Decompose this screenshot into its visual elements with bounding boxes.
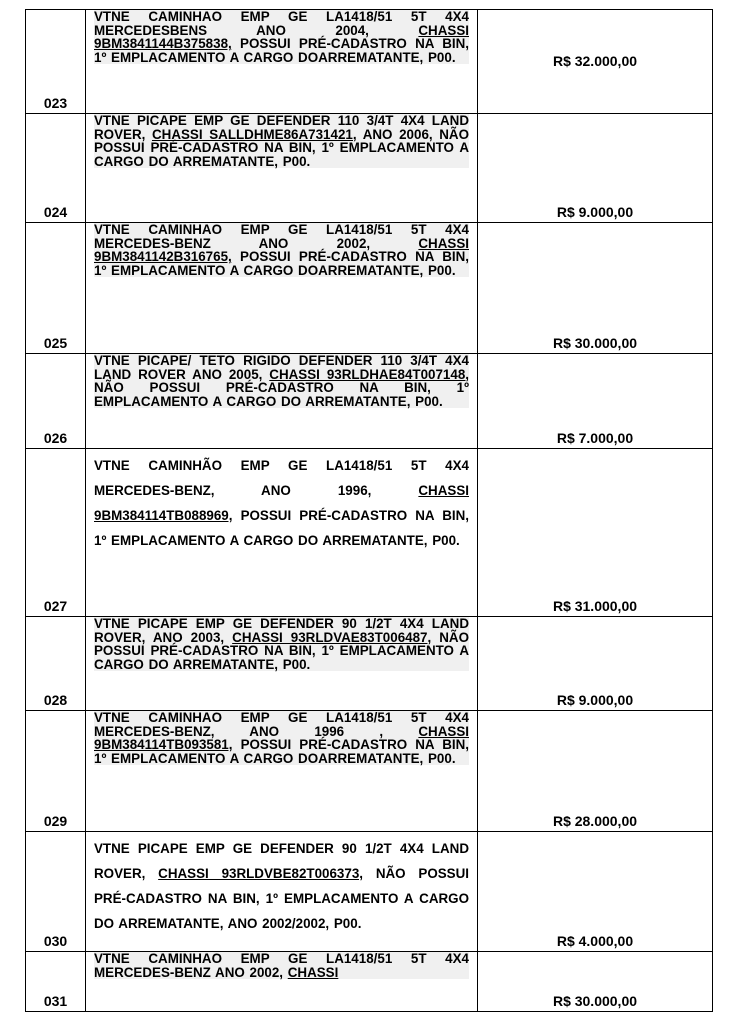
lot-description-cell xyxy=(86,832,478,952)
lot-description xyxy=(94,449,469,553)
description-text: POSSUI PRÉ-CADASTRO NA BIN, 1º EMPLACAMENTO A CARGO DOARREMATANTE, P00. xyxy=(94,249,469,278)
table-row xyxy=(26,617,713,711)
lot-value: R$ 7.000,00 xyxy=(478,354,713,449)
lot-value: R$ 9.000,00 xyxy=(478,114,713,223)
lot-description-cell xyxy=(86,952,478,1012)
description-text: VTNE CAMINHAO EMP GE LA1418/51 5T 4X4 MERCEDESBENS ANO 2004, xyxy=(94,9,469,38)
lot-description xyxy=(94,223,469,277)
table-row xyxy=(26,223,713,354)
description-text: VTNE CAMINHAO EMP GE LA1418/51 5T 4X4 MERCEDES-BENZ ANO 2002, xyxy=(94,951,469,980)
table-row xyxy=(26,354,713,449)
lot-description xyxy=(94,354,469,408)
description-text: VTNE PICAPE EMP GE DEFENDER 90 1/2T 4X4 LAND ROVER, xyxy=(94,841,469,881)
chassi-number: CHASSI SALLDHME86A731421, xyxy=(151,126,357,142)
description-text: VTNE CAMINHAO EMP GE LA1418/51 5T 4X4 MERCEDES-BENZ ANO 2002, xyxy=(94,222,469,251)
description-text: VTNE PICAPE/ TETO RIGIDO DEFENDER 110 3/4T 4X4 LAND ROVER ANO 2005, xyxy=(94,353,469,382)
lot-value: R$ 9.000,00 xyxy=(478,617,713,711)
chassi-number: CHASSI xyxy=(287,964,339,980)
lot-number: 028 xyxy=(26,617,86,711)
description-text: VTNE CAMINHÃO EMP GE LA1418/51 5T 4X4 MERCEDES-BENZ, ANO 1996, xyxy=(94,458,469,498)
table-row xyxy=(26,711,713,832)
lot-number: 026 xyxy=(26,354,86,449)
lot-value: R$ 30.000,00 xyxy=(478,952,713,1012)
table-row xyxy=(26,832,713,952)
lot-number: 031 xyxy=(26,952,86,1012)
chassi-number: CHASSI 9BM384114TB088969, xyxy=(94,483,469,523)
lot-value: R$ 31.000,00 xyxy=(478,449,713,617)
description-text: NÃO POSSUI PRÉ-CADASTRO NA BIN, 1º EMPLACAMENTO A CARGO DO ARREMATANTE, P00. xyxy=(94,380,469,409)
table-row xyxy=(26,449,713,617)
chassi-number: CHASSI 93RLDVBE82T006373, xyxy=(158,866,363,881)
description-text: POSSUI PRÉ-CADASTRO NA BIN, 1º EMPLACAMENTO A CARGO DOARREMATANTE, P00. xyxy=(94,36,469,65)
lot-description xyxy=(94,832,469,936)
description-text: POSSUI PRÉ-CADASTRO NA BIN, 1º EMPLACAMENTO A CARGO DOARREMATANTE, P00. xyxy=(94,737,469,766)
description-text: ANO 2006, NÃO POSSUI PRÉ-CADASTRO NA BIN, 1º EMPLACAMENTO A CARGO DO ARREMATANTE, P00. xyxy=(94,126,470,169)
lot-description-cell xyxy=(86,711,478,832)
lot-description xyxy=(94,617,469,671)
lot-number: 025 xyxy=(26,223,86,354)
lot-value: R$ 32.000,00 xyxy=(478,10,713,114)
lot-number: 030 xyxy=(26,832,86,952)
lot-description-cell xyxy=(86,10,478,114)
lot-description-cell xyxy=(86,449,478,617)
description-text: NÃO POSSUI PRÉ-CADASTRO NA BIN, 1º EMPLACAMENTO A CARGO DO ARREMATANTE, ANO 2002/2002, P00. xyxy=(94,866,469,931)
description-text: VTNE PICAPE EMP GE DEFENDER 90 1/2T 4X4 LAND ROVER, ANO 2003, xyxy=(94,616,469,645)
table-row xyxy=(26,114,713,223)
table-row xyxy=(26,10,713,114)
chassi-number: CHASSI 93RLDVAE83T006487, xyxy=(232,629,432,645)
lot-description-cell xyxy=(86,114,478,223)
chassi-number: CHASSI 9BM3841142B316765, xyxy=(94,235,469,265)
lot-description xyxy=(94,10,469,64)
lot-number: 023 xyxy=(26,10,86,114)
description-text: VTNE PICAPE EMP GE DEFENDER 110 3/4T 4X4 LAND ROVER, xyxy=(94,113,469,142)
chassi-number: CHASSI 9BM384114TB093581, xyxy=(94,723,469,753)
chassi-number: CHASSI 9BM3841144B375838, xyxy=(94,22,469,52)
chassi-number: CHASSI 93RLDHAE84T007148, xyxy=(269,366,469,382)
auction-lot-table xyxy=(25,9,713,1012)
description-text: NÃO POSSUI PRÉ-CADASTRO NA BIN, 1º EMPLACAMENTO A CARGO DO ARREMATANTE, P00. xyxy=(94,629,469,672)
lot-description xyxy=(94,114,469,168)
lot-value: R$ 30.000,00 xyxy=(478,223,713,354)
lot-description-cell xyxy=(86,354,478,449)
table-row xyxy=(26,952,713,1012)
lot-number: 029 xyxy=(26,711,86,832)
lot-number: 024 xyxy=(26,114,86,223)
description-text: VTNE CAMINHAO EMP GE LA1418/51 5T 4X4 MERCEDES-BENZ, ANO 1996 , xyxy=(94,710,469,739)
lot-description xyxy=(94,952,469,979)
lot-number: 027 xyxy=(26,449,86,617)
lot-value: R$ 4.000,00 xyxy=(478,832,713,952)
lot-value: R$ 28.000,00 xyxy=(478,711,713,832)
description-text: POSSUI PRÉ-CADASTRO NA BIN, 1º EMPLACAMENTO A CARGO DO ARREMATANTE, P00. xyxy=(94,508,469,548)
lot-description xyxy=(94,711,469,765)
lot-description-cell xyxy=(86,617,478,711)
lot-description-cell xyxy=(86,223,478,354)
